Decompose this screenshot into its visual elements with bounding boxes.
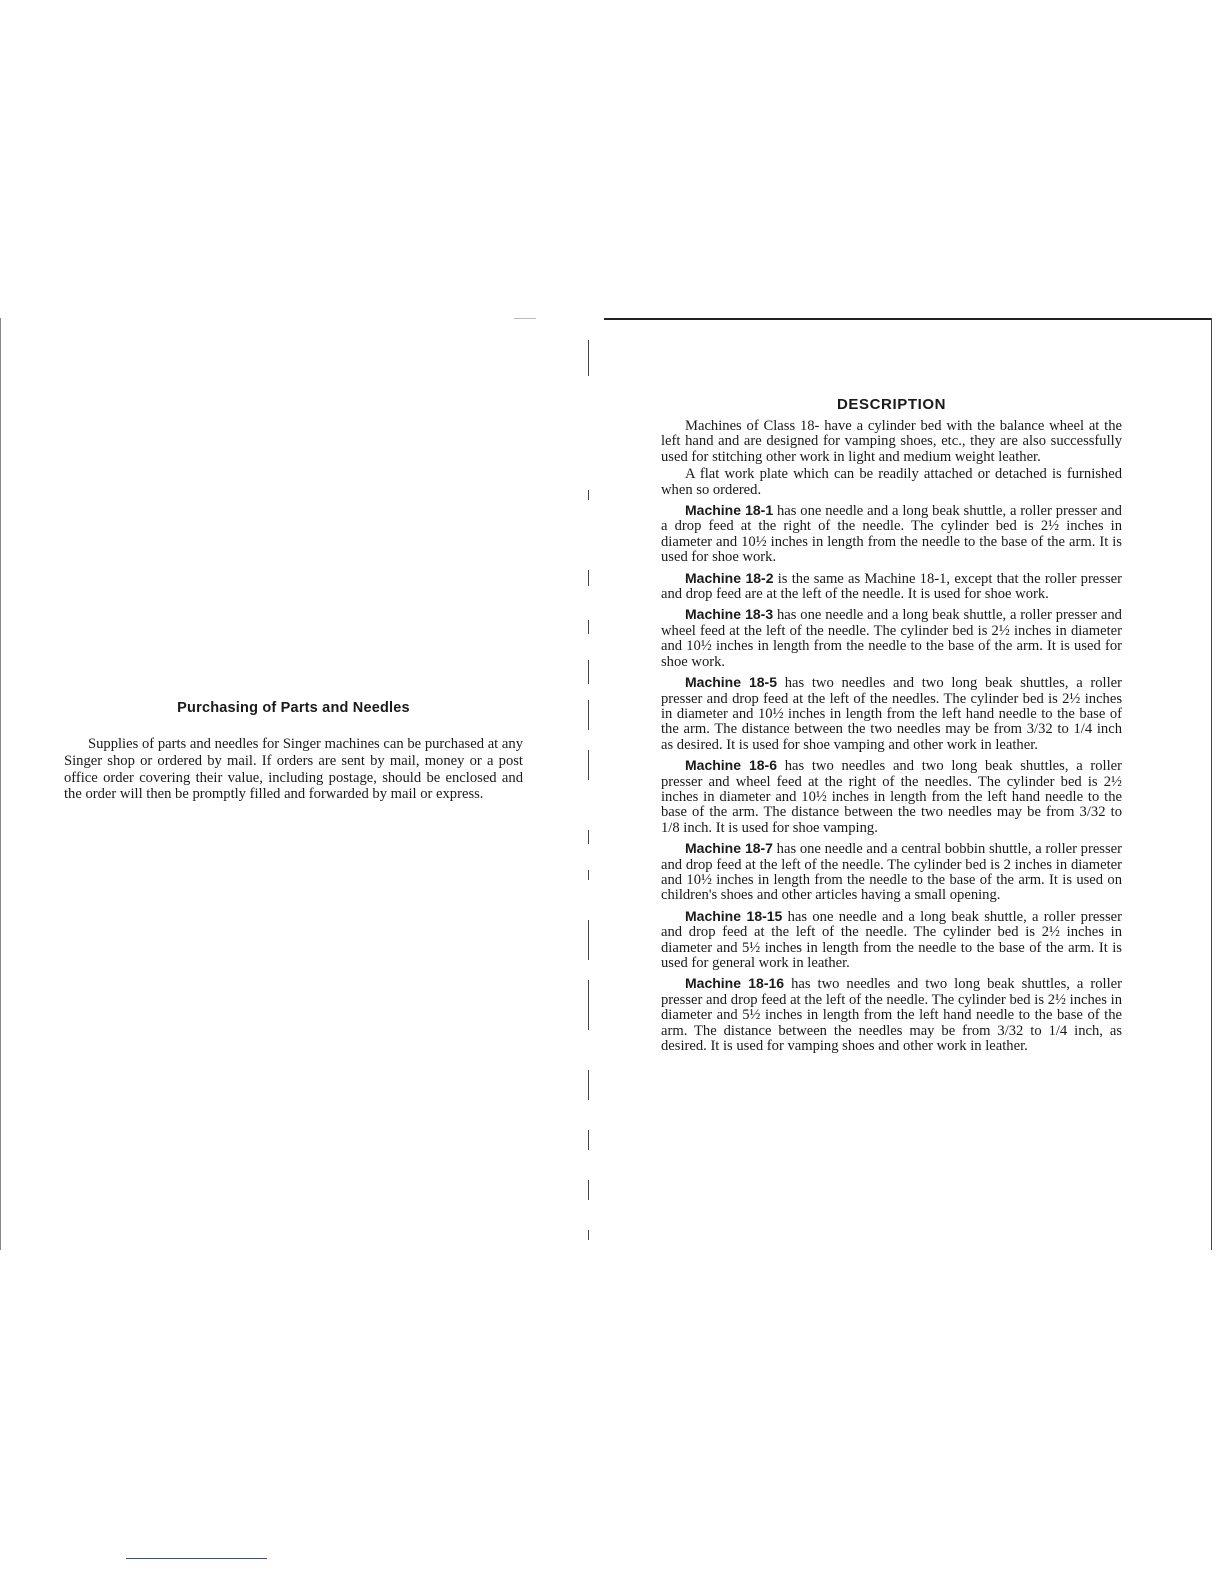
machine-18-3-paragraph [661, 607, 1122, 670]
scan-mark [514, 318, 536, 319]
left-page [64, 700, 523, 803]
machine-name: Machine 18-15 [685, 907, 783, 924]
machine-description: has one needle and a long beak shuttle, a roller presser and a drop feed at the right of the needle. The cylinder bed is 2½ inches in diameter and 10½ inches in length from the needle to the base of the arm. It is used for shoe work. [661, 503, 1122, 566]
top-page-rule [604, 318, 1212, 320]
right-page-rule [1211, 318, 1212, 1250]
machine-18-16-paragraph [661, 976, 1122, 1054]
machine-18-15-paragraph [661, 909, 1122, 972]
intro-paragraph-2: A flat work plate which can be readily attached or detached is furnished when so ordered. [661, 466, 1122, 498]
machine-description: has two needles and two long beak shuttles, a roller presser and wheel feed at the right of the needles. The cylinder bed is 2½ inches in diameter and 10½ inches in length from the left hand needle to the base of the arm. The distance between the two needles may be from 3/32 to 1/8 inch. It is used for shoe vamping. [661, 758, 1122, 836]
machine-name: Machine 18-3 [685, 606, 774, 623]
machine-description: has one needle and a long beak shuttle, a roller presser and wheel feed at the left of the needle. The cylinder bed is 2½ inches in diameter and 10½ inches in length from the needle to the base of the arm. It is used for shoe work. [661, 607, 1122, 670]
machine-description: has two needles and two long beak shuttles, a roller presser and drop feed at the left of the needles. The cylinder bed is 2½ inches in diameter and 10½ inches in length from the left hand needle to the base of the arm. The distance between the two needles may be from 3/32 to 1/4 inch as desired. It is used for shoe vamping and other work in leather. [661, 675, 1122, 753]
machine-name: Machine 18-5 [685, 674, 777, 691]
left-page-heading: Purchasing of Parts and Needles [177, 700, 410, 716]
left-page-edge [0, 318, 1, 1250]
machine-description: has two needles and two long beak shuttles, a roller presser and drop feed at the left of the needle. The cylinder bed is 2½ inches in diameter and 5½ inches in length from the left hand needle to the base of the arm. The distance between the needles may be from 3/32 to 1/4 inch, as desired. It is used for vamping shoes and other work in leather. [661, 976, 1122, 1055]
machine-name: Machine 18-2 [685, 569, 774, 586]
machine-name: Machine 18-7 [685, 840, 773, 857]
page-gutter [585, 330, 595, 1250]
machine-18-1-paragraph [661, 503, 1122, 566]
machine-description: has one needle and a central bobbin shuttle, a roller presser and drop feed at the left of the needle. The cylinder bed is 2 inches in diameter and 10½ inches in length from the needle to the base of the arm. It is used on children's shoes and other articles having a small opening. [661, 841, 1122, 904]
purchasing-paragraph: Supplies of parts and needles for Singer machines can be purchased at any Singer shop or ordered by mail. If orders are sent by mail, money or a post office order covering their value, including postage, should be enclosed and the order will then be promptly filled and forwarded by mail or express. [64, 736, 523, 803]
machine-description: has one needle and a long beak shuttle, a roller presser and drop feed at the left of the needle. The cylinder bed is 2½ inches in diameter and 5½ inches in length from the needle to the base of the arm. It is used for general work in leather. [661, 908, 1122, 971]
intro-paragraph-1: Machines of Class 18- have a cylinder bed with the balance wheel at the left hand and are designed for vamping shoes, etc., they are also successfully used for stitching other work in light and medium weight leather. [661, 418, 1122, 465]
machine-18-2-paragraph [661, 571, 1122, 603]
machine-18-7-paragraph [661, 841, 1122, 904]
machine-name: Machine 18-6 [685, 757, 777, 774]
machine-name: Machine 18-1 [685, 502, 774, 519]
machine-18-6-paragraph [661, 758, 1122, 836]
machine-name: Machine 18-16 [685, 975, 785, 992]
machine-18-5-paragraph [661, 675, 1122, 753]
right-page [661, 396, 1122, 1059]
description-heading: DESCRIPTION [836, 396, 947, 413]
bottom-link-underline [126, 1558, 267, 1559]
machine-description: is the same as Machine 18-1, except that the roller presser and drop feed are at the left of the needle. It is used for shoe work. [661, 570, 1122, 603]
